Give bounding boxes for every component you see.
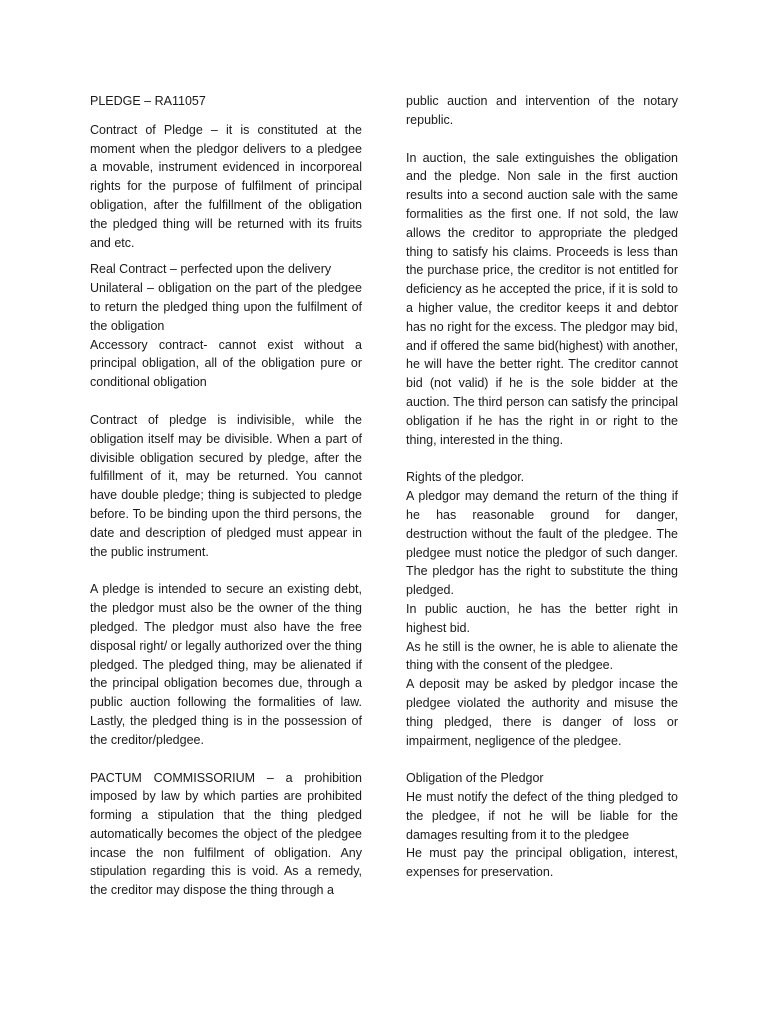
paragraph-better-right: In public auction, he has the better right in highest bid. bbox=[406, 601, 678, 635]
paragraph-demand-return: A pledgor may demand the return of the thing if he has reasonable ground for danger, destruction without the fault of the pledgee. The pledgee must notice the pledgor of such danger. The pledgor has the right to substitute the thing pledged. bbox=[406, 489, 678, 598]
paragraph-accessory-contract: Accessory contract- cannot exist without a principal obligation, all of the obligation pure or conditional obligation bbox=[90, 337, 362, 390]
paragraph-existing-debt: A pledge is intended to secure an existing debt, the pledgor must also be the owner of the thing pledged. The pledgor must also have the free disposal right/ or legally authorized over the thing pledged. The pledged thing, may be alienated if the principal obligation becomes due, through a public auction following the formalities of law. Lastly, the pledged thing is in the possession of the creditor/pledgee. bbox=[90, 582, 362, 747]
paragraph-real-contract: Real Contract – perfected upon the delivery bbox=[90, 262, 332, 277]
paragraph-indivisible: Contract of pledge is indivisible, while the obligation itself may be divisible. When a part of divisible obligation secured by pledge, after the fulfillment of it, may be returned. You cannot have double pledge; thing is subjected to pledge before. To be binding upon the third persons, the date and description of pledged must appear in the public instrument. bbox=[90, 412, 362, 559]
paragraph-pactum-commissorium: PACTUM COMMISSORIUM – a prohibition imposed by law by which parties are prohibited forming a stipulation that the thing pledged automatically becomes the object of the pledgee incase the non fulfilment of obligation. Any stipulation regarding this is void. As a remedy, the creditor may dispose the thing through a bbox=[90, 770, 362, 898]
left-column bbox=[90, 92, 362, 900]
paragraph-contract-of-pledge: Contract of Pledge – it is constituted at the moment when the pledgor delivers to a pledgee a movable, instrument evidenced in incorporeal rights for the purpose of fulfilment of principal obligation, after the fulfillment of the obligation the pledged thing will be returned with its fruits and etc. bbox=[90, 122, 362, 250]
heading-obligation-of-pledgor: Obligation of the Pledgor bbox=[406, 771, 544, 786]
paragraph-public-auction: public auction and intervention of the notary republic. bbox=[406, 94, 678, 127]
heading-rights-of-pledgor: Rights of the pledgor. bbox=[406, 470, 525, 485]
paragraph-auction-sale: In auction, the sale extinguishes the obligation and the pledge. Non sale in the first auction results into a second auction sale with the same formalities as the first one. If not sold, the law allows the creditor to appropriate the pledged thing to satisfy his claims. Proceeds is less than the purchase price, the creditor is not entitled for deficiency as he accepted the price, if it is sold to a higher value, the creditor keeps it and debtor has no right for the excess. The pledgor may bid, and if offered the same bid(highest) with another, he will have the better right. The creditor cannot bid (not valid) if he is the sole bidder at the auction. The third person can satisfy the principal obligation if he has the right in or right to the thing, interested in the thing. bbox=[406, 150, 678, 447]
paragraph-deposit: A deposit may be asked by pledgor incase the pledgee violated the authority and misuse the thing pledged, there is danger of loss or impairment, negligence of the pledgee. bbox=[406, 677, 678, 748]
right-column bbox=[406, 92, 678, 882]
paragraph-unilateral: Unilateral – obligation on the part of the pledgee to return the pledged thing upon the fulfilment of the obligation bbox=[90, 281, 362, 333]
document-title: PLEDGE – RA11057 bbox=[90, 94, 206, 108]
paragraph-alienate: As he still is the owner, he is able to alienate the thing with the consent of the pledgee. bbox=[406, 639, 678, 673]
paragraph-notify-defect: He must notify the defect of the thing pledged to the pledgee, if not he will be liable for the damages resulting from it to the pledgee bbox=[406, 790, 678, 842]
paragraph-pay-obligation: He must pay the principal obligation, interest, expenses for preservation. bbox=[406, 846, 678, 880]
